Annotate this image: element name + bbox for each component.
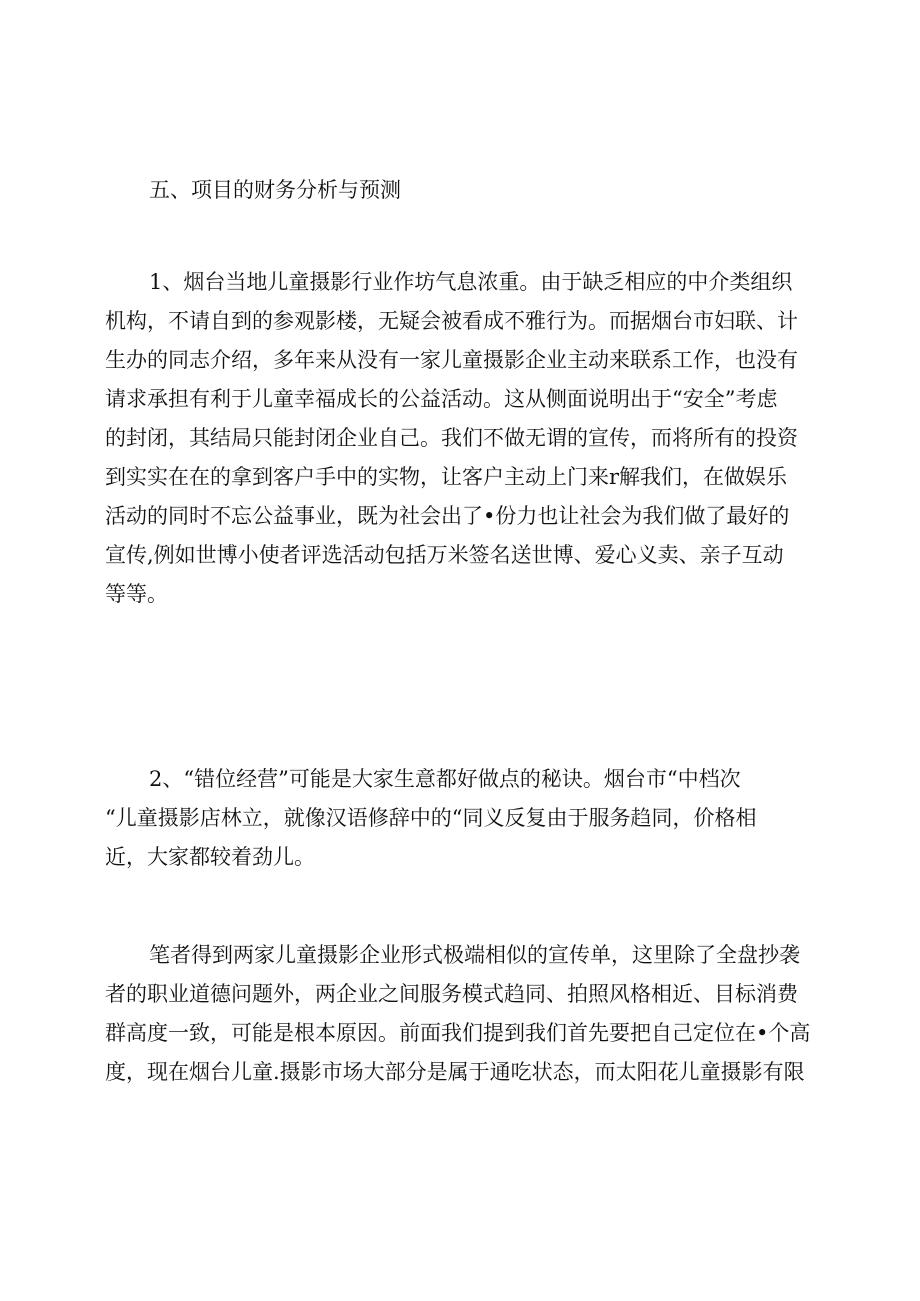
paragraph-line: “儿童摄影店林立，就像汉语修辞中的“同义反复由于服务趋同，价格相 [105,806,757,830]
paragraph-line: 到实实在在的拿到客户手中的实物，让客户主动上门来r解我们，在做娱乐 [105,465,788,489]
paragraph-line: 近，大家都较着劲儿。 [105,845,315,869]
paragraph-line: 2、“错位经营”可能是大家生意都好做点的秘诀。烟台市“中档次 [149,767,741,791]
paragraph-line: 的封闭，其结局只能封闭企业自己。我们不做无谓的宣传，而将所有的投资 [105,426,798,450]
paragraph-line: 笔者得到两家儿童摄影企业形式极端相似的宣传单，这里除了全盘抄袭 [149,943,800,967]
paragraph-line: 群高度一致，可能是根本原因。前面我们提到我们首先要把自己定位在•个高 [105,1021,811,1045]
paragraph-line: 等等。 [105,582,168,606]
paragraph-line: 宣传,例如世博小使者评选活动包括万米签名送世博、爱心义卖、亲子互动 [105,543,784,567]
paragraph-line: 度，现在烟台儿童.摄影市场大部分是属于通吃状态，而太阳花儿童摄影有限 [105,1060,805,1084]
section-heading: 五、项目的财务分析与预测 [149,178,401,202]
paragraph-line: 活动的同时不忘公益事业，既为社会出了•份力也让社会为我们做了最好的 [105,504,790,528]
paragraph-line: 1、烟台当地儿童摄影行业作坊气息浓重。由于缺乏相应的中介类组织 [149,270,793,294]
paragraph-line: 者的职业道德问题外，两企业之间服务模式趋同、拍照风格相近、目标消费 [105,982,798,1006]
paragraph-line: 生办的同志介绍，多年来从没有一家儿童摄影企业主动来联系工作，也没有 [105,348,798,372]
paragraph-line: 请求承担有利于儿童幸福成长的公益活动。这从侧面说明出于“安全”考虑 [105,387,778,411]
paragraph-line: 机构，不请自到的参观影楼，无疑会被看成不雅行为。而据烟台市妇联、计 [105,309,798,333]
